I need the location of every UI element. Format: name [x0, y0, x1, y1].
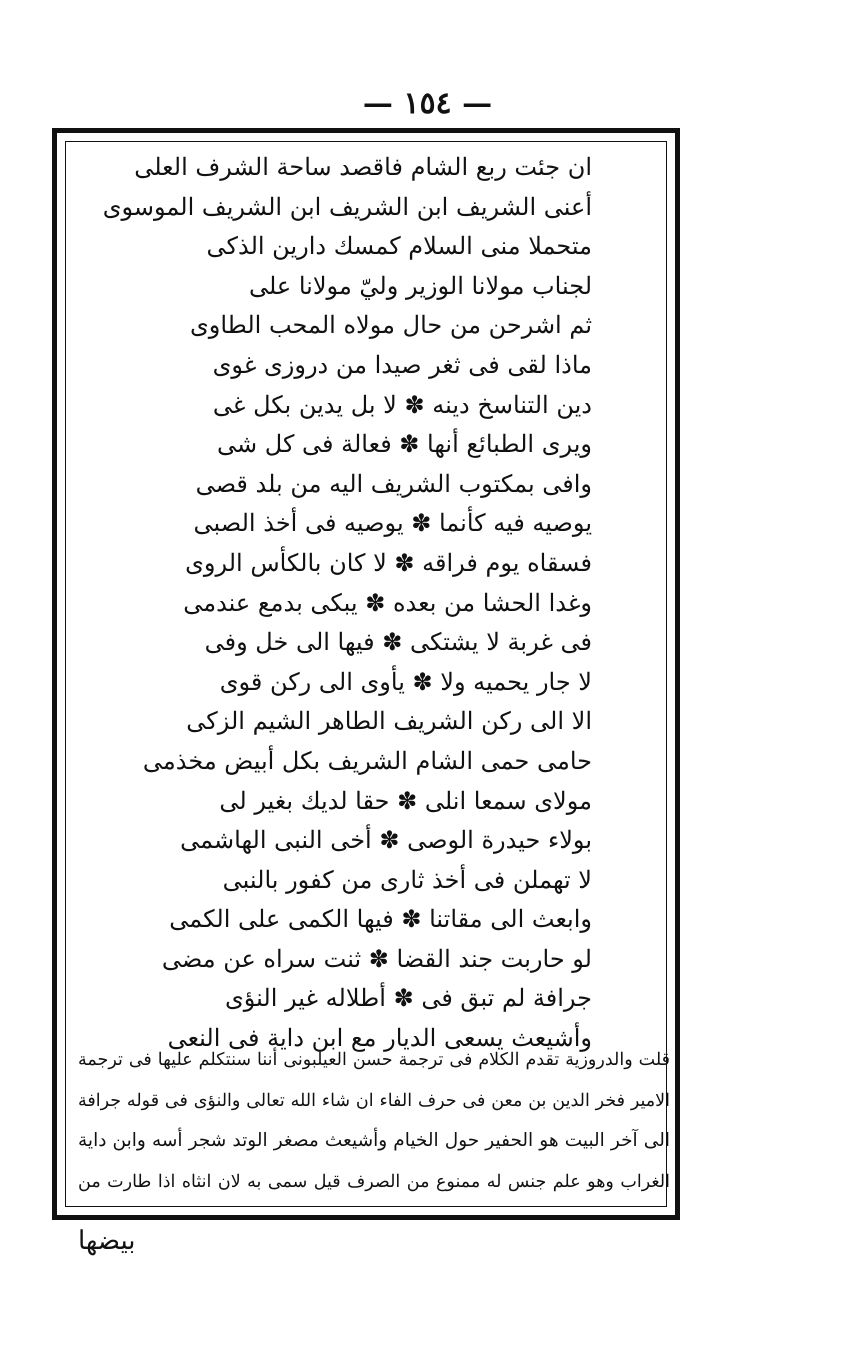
verse-line: بولاء حيدرة الوصى ✽ أخى النبى الهاشمى — [180, 826, 592, 855]
prose-line: الامير فخر الدين بن معن فى حرف الفاء ان شاء الله تعالى والنؤى فى قوله جرافة — [78, 1090, 670, 1111]
verse-line: حامى حمى الشام الشريف بكل أبيض مخذمى — [142, 746, 592, 775]
verse-line: وغدا الحشا من بعده ✽ يبكى بدمع عندمى — [183, 588, 592, 617]
verse-line: وابعث الى مقاتنا ✽ فيها الكمى على الكمى — [169, 905, 592, 934]
prose-line: الغراب وهو علم جنس له ممنوع من الصرف قيل سمى به لان انثاه اذا طارت من — [78, 1171, 670, 1192]
prose-block — [78, 1040, 670, 1202]
verse-line: الا الى ركن الشريف الطاهر الشيم الزكى — [186, 707, 592, 736]
verse-line: لو حاربت جند القضا ✽ ثنت سراه عن مضى — [161, 944, 592, 973]
verse-line: دين التناسخ دينه ✽ لا بل يدين بكل غى — [212, 390, 592, 419]
verse-line: ثم اشرحن من حال مولاه المحب الطاوى — [189, 311, 592, 340]
verse-line: ان جئت ربع الشام فاقصد ساحة الشرف العلى — [134, 153, 592, 181]
verse-line: يوصيه فيه كأنما ✽ يوصيه فى أخذ الصبى — [193, 509, 592, 538]
verse-line: مولاى سمعا انلى ✽ حقا لديك بغير لى — [219, 786, 592, 815]
verse-line: لا جار يحميه ولا ✽ يأوى الى ركن قوى — [219, 667, 592, 696]
verse-line: ماذا لقى فى ثغر صيدا من دروزى غوى — [212, 350, 592, 379]
verse-line: ويرى الطبائع أنها ✽ فعالة فى كل شى — [217, 430, 592, 459]
verse-line: متحملا منى السلام كمسك دارين الذكى — [206, 232, 592, 261]
verse-line: وافى بمكتوب الشريف اليه من بلد قصى — [195, 469, 592, 498]
poem-block — [92, 148, 592, 1059]
verse-line: أعنى الشريف ابن الشريف ابن الشريف الموسوى — [102, 192, 592, 221]
verse-line: وأشيعث يسعى الديار مع ابن داية فى النعى — [167, 1024, 592, 1053]
verse-line: فسقاه يوم فراقه ✽ لا كان بالكأس الروى — [185, 548, 592, 577]
page-number: — ١٥٤ — — [362, 86, 493, 121]
catchword: بيضها — [78, 1226, 136, 1256]
verse-line: لجناب مولانا الوزير وليّ مولانا على — [248, 271, 592, 300]
prose-line: الى آخر البيت هو الحفير حول الخيام وأشيعث مصغر الوتد شجر أسه وابن داية — [78, 1130, 670, 1151]
verse-line: جرافة لم تبق فى ✽ أطلاله غير النؤى — [224, 984, 592, 1013]
verse-line: فى غربة لا يشتكى ✽ فيها الى خل وفى — [204, 628, 592, 657]
prose-line: قلت والدروزية تقدم الكلام فى ترجمة حسن العيلبونى أننا سنتكلم عليها فى ترجمة — [78, 1050, 670, 1070]
verse-line: لا تهملن فى أخذ ثارى من كفور بالنبى — [222, 865, 592, 894]
